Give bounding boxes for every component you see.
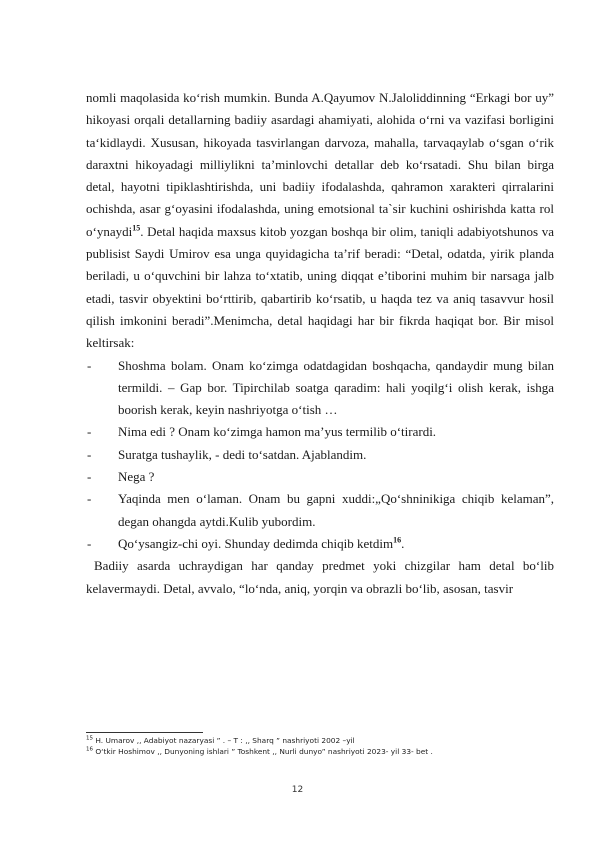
dialog-dash: - — [87, 424, 92, 440]
dialog-line — [86, 533, 554, 555]
dialog-text: Nega ? — [118, 469, 155, 485]
footnote-ref-15[interactable]: 15 — [132, 223, 141, 233]
dialog-text: Yaqinda men o‘laman. Onam bu gapni xuddi:„Qo‘shninikiga chiqib kelaman”, degan ohangda aytdi.Kulib yubordim. — [118, 491, 554, 529]
footnote-divider — [86, 732, 203, 733]
paragraph-text-a: nomli maqolasida ko‘rish mumkin. Bunda A.Qayumov N.Jaloliddinning “Erkagi bor uy” hikoyasi orqali detallarning badiiy asardagi ahamiyati, alohida o‘rni va vazifasi borligini ta‘kidlaydi. Xususan, hikoyada tasvirlangan darvoza, mahalla, tarvaqaylab o‘sgan o‘rik daraxtni hikoyadagi milliylikni ta’minlovchi detallar deb ko‘rsatadi. Shu bilan birga detal, hayotni tipiklashtirishda, uni badiiy ifodalashda, qahramon xarakteri qirralarini ochishda, asar g‘oyasini ifodalashda, uning emotsional ta`sir kuchini oshirishda katta rol o‘ynaydi — [86, 90, 554, 239]
dialog-list — [86, 355, 554, 556]
dialog-text-end: . — [401, 535, 405, 551]
footnote-number: 16 — [86, 746, 93, 753]
closing-paragraph: Badiiy asarda uchraydigan har qanday predmet yoki chizgilar ham detal bo‘lib kelavermaydi. Detal, avvalo, “lo‘nda, aniq, yorqin va obrazli bo‘lib, asosan, tasvir — [86, 558, 554, 596]
footnote-text: O‘tkir Hoshimov ,, Dunyoning ishlari ” Toshkent ,, Nurli dunyo” nashriyoti 2023- yil 33- bet . — [93, 747, 433, 756]
dialog-dash: - — [87, 491, 92, 507]
dialog-dash: - — [87, 469, 92, 485]
dialog-line — [86, 466, 554, 488]
footnote-ref-16[interactable]: 16 — [393, 535, 402, 545]
dialog-text: Nima edi ? Onam ko‘zimga hamon ma’yus termilib o‘tirardi. — [118, 424, 437, 440]
dialog-line — [86, 488, 554, 533]
dialog-line — [86, 421, 554, 443]
footnote-text: H. Umarov ,, Adabiyot nazaryasi ” . – T : ,, Sharq ” nashriyoti 2002 –yil — [93, 736, 355, 745]
footnote-item — [86, 746, 556, 757]
dialog-text: Qo‘ysangiz-chi oyi. Shunday dedimda chiqib ketdim — [118, 535, 394, 551]
dialog-line — [86, 355, 554, 422]
paragraph-text-b: . Detal haqida maxsus kitob yozgan boshqa bir olim, taniqli adabiyotshunos va publisist Saydi Umirov esa unga quyidagicha ta’rif beradi: “Detal, odatda, yirik planda beriladi, u o‘quvchini bir lahza to‘xtatib, uning diqqat e’tiborini muhim bir narsaga jalb etadi, tasvir obyektini bo‘rttirib, qabartirib ko‘rsatib, u haqda tez va aniq tasavvur hosil qilish imkonini beradi”.Menimcha, detal haqidagi har bir fikrda haqiqat bor. Bir misol keltirsak: — [86, 223, 554, 351]
dialog-line — [86, 444, 554, 466]
dialog-text: Shoshma bolam. Onam ko‘zimga odatdagidan boshqacha, qandaydir mung bilan termildi. – Gap bor. Tipirchilab soatga qaradim: hali yoqilg‘i olish kerak, ishga boorish kerak, keyin nashriyotga o‘tish … — [118, 357, 554, 418]
dialog-dash: - — [87, 535, 92, 551]
page-number: 12 — [291, 785, 304, 795]
dialog-dash: - — [87, 446, 92, 462]
main-paragraph — [86, 87, 554, 355]
footnote-item — [86, 735, 556, 746]
footnote-number: 15 — [86, 735, 93, 742]
dialog-text: Suratga tushaylik, - dedi to‘satdan. Ajablandim. — [118, 446, 367, 462]
dialog-dash: - — [87, 357, 92, 373]
footnotes — [86, 735, 556, 757]
page-body — [86, 87, 554, 600]
